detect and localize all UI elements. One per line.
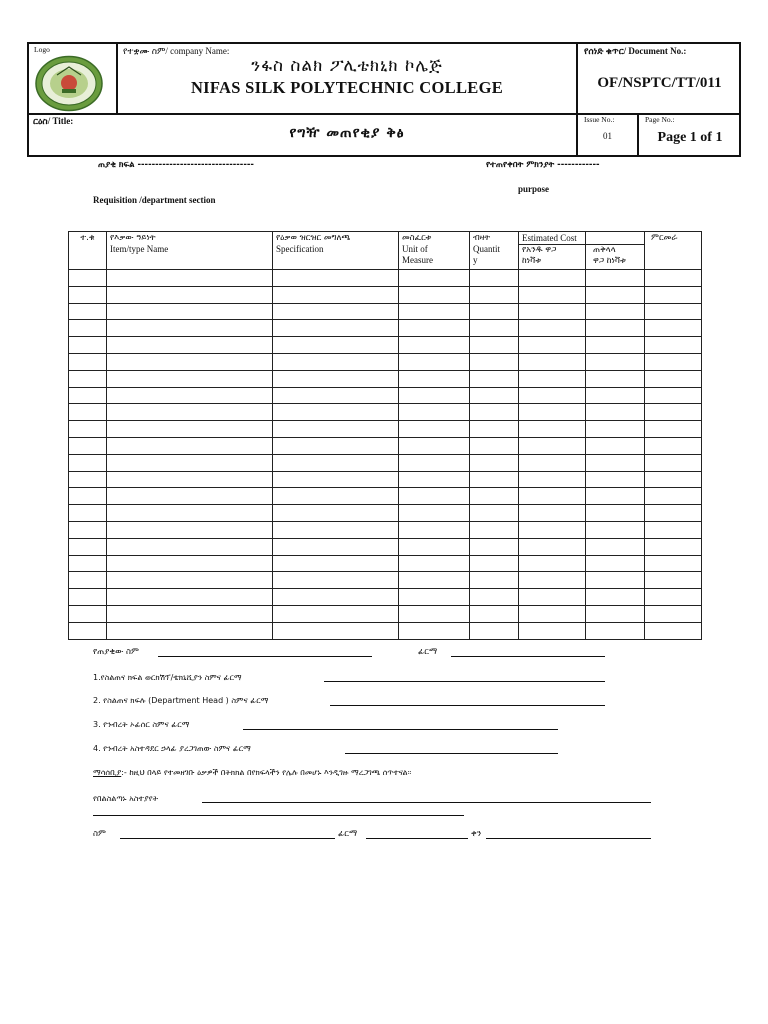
table-row [69, 605, 702, 622]
table-cell[interactable] [519, 454, 586, 471]
table-cell[interactable] [645, 505, 702, 522]
table-cell[interactable] [273, 589, 399, 606]
table-cell[interactable] [645, 421, 702, 438]
table-cell[interactable] [519, 605, 586, 622]
table-cell[interactable] [399, 488, 470, 505]
table-cell[interactable] [273, 303, 399, 320]
table-row [69, 421, 702, 438]
table-cell[interactable] [586, 320, 645, 337]
table-cell[interactable] [470, 521, 519, 538]
final-name-label: ስም [93, 829, 106, 839]
signature-line-4-field[interactable] [345, 753, 558, 754]
table-cell[interactable] [273, 605, 399, 622]
table-cell[interactable] [519, 505, 586, 522]
table-cell[interactable] [586, 404, 645, 421]
table-cell[interactable] [399, 471, 470, 488]
table-cell[interactable] [273, 437, 399, 454]
table-cell[interactable] [470, 605, 519, 622]
table-cell[interactable] [519, 589, 586, 606]
table-cell[interactable] [273, 270, 399, 287]
table-cell[interactable] [107, 437, 273, 454]
table-cell[interactable] [645, 303, 702, 320]
table-cell[interactable] [586, 471, 645, 488]
table-cell[interactable] [519, 555, 586, 572]
table-cell[interactable] [645, 538, 702, 555]
table-cell[interactable] [470, 555, 519, 572]
table-cell[interactable] [519, 353, 586, 370]
table-cell[interactable] [107, 555, 273, 572]
table-cell[interactable] [107, 320, 273, 337]
table-cell[interactable] [470, 337, 519, 354]
table-cell[interactable] [69, 521, 107, 538]
table-cell[interactable] [519, 303, 586, 320]
table-cell[interactable] [519, 270, 586, 287]
table-cell[interactable] [273, 555, 399, 572]
table-cell[interactable] [399, 538, 470, 555]
table-cell[interactable] [519, 370, 586, 387]
table-cell[interactable] [470, 370, 519, 387]
table-cell[interactable] [586, 370, 645, 387]
table-cell[interactable] [470, 387, 519, 404]
table-cell[interactable] [69, 454, 107, 471]
table-cell[interactable] [645, 320, 702, 337]
table-cell[interactable] [586, 572, 645, 589]
final-signature-field[interactable] [366, 838, 468, 839]
requester-signature-label: ፊርማ [418, 647, 438, 657]
table-cell[interactable] [519, 471, 586, 488]
final-date-label: ቀን [471, 829, 482, 839]
table-cell[interactable] [107, 488, 273, 505]
table-cell[interactable] [107, 286, 273, 303]
table-cell[interactable] [586, 589, 645, 606]
table-cell[interactable] [645, 454, 702, 471]
table-cell[interactable] [470, 572, 519, 589]
table-cell[interactable] [645, 387, 702, 404]
company-name-amharic: ንፋስ ስልክ ፖሊቴክኒክ ኮሌጅ [251, 56, 443, 76]
table-cell[interactable] [470, 437, 519, 454]
document-number: OF/NSPTC/TT/011 [597, 75, 722, 91]
table-cell[interactable] [586, 286, 645, 303]
page-number-label: Page No.: [645, 115, 675, 124]
table-cell[interactable] [107, 505, 273, 522]
table-cell[interactable] [470, 421, 519, 438]
table-cell[interactable] [107, 454, 273, 471]
table-cell[interactable] [645, 471, 702, 488]
table-cell[interactable] [69, 622, 107, 639]
requester-signature-field[interactable] [451, 656, 605, 657]
table-cell[interactable] [273, 454, 399, 471]
table-cell[interactable] [69, 505, 107, 522]
table-cell[interactable] [470, 488, 519, 505]
authority-opinion-field-2[interactable] [93, 815, 464, 816]
table-row [69, 488, 702, 505]
table-cell[interactable] [645, 370, 702, 387]
table-cell[interactable] [519, 404, 586, 421]
table-cell[interactable] [645, 353, 702, 370]
table-cell[interactable] [107, 471, 273, 488]
table-cell[interactable] [399, 404, 470, 421]
table-cell[interactable] [273, 421, 399, 438]
note-title: ማሳሰቢያ [93, 768, 122, 777]
table-cell[interactable] [107, 387, 273, 404]
col-total-cost-header: ጠቅላላ ዋጋ ከነቫቱ [586, 232, 645, 270]
table-cell[interactable] [69, 437, 107, 454]
table-cell[interactable] [399, 286, 470, 303]
table-cell[interactable] [107, 521, 273, 538]
col-remark-header: ምርመራ [645, 232, 702, 270]
table-cell[interactable] [470, 589, 519, 606]
final-date-field[interactable] [486, 838, 651, 839]
table-cell[interactable] [107, 404, 273, 421]
table-cell[interactable] [273, 488, 399, 505]
table-row [69, 303, 702, 320]
table-cell[interactable] [519, 572, 586, 589]
table-cell[interactable] [470, 505, 519, 522]
table-cell[interactable] [273, 538, 399, 555]
table-cell[interactable] [69, 555, 107, 572]
table-cell[interactable] [586, 454, 645, 471]
table-cell[interactable] [273, 505, 399, 522]
table-cell[interactable] [586, 353, 645, 370]
authority-opinion-label: የበልስልጣኑ አስተያየት [93, 794, 158, 803]
table-cell[interactable] [69, 286, 107, 303]
table-cell[interactable] [586, 622, 645, 639]
table-cell[interactable] [586, 521, 645, 538]
table-cell[interactable] [470, 270, 519, 287]
table-cell[interactable] [399, 303, 470, 320]
note-text: :- ከዚህ በላይ የተመዘገቡ ዕቃዎች በትክክል በየክፍላችን የሌሉ በመሆኑ እንዲገዙ ማረጋገጫ ሰጥተናል፡፡ [121, 768, 412, 777]
table-cell[interactable] [519, 387, 586, 404]
table-cell[interactable] [645, 555, 702, 572]
table-cell[interactable] [399, 387, 470, 404]
table-cell[interactable] [69, 488, 107, 505]
table-cell[interactable] [107, 353, 273, 370]
issue-number-label: Issue No.: [584, 115, 615, 124]
table-cell[interactable] [519, 286, 586, 303]
table-cell[interactable] [519, 538, 586, 555]
table-row [69, 404, 702, 421]
table-cell[interactable] [470, 303, 519, 320]
table-cell[interactable] [645, 437, 702, 454]
requester-name-field[interactable] [158, 656, 372, 657]
table-cell[interactable] [69, 270, 107, 287]
company-name-english: NIFAS SILK POLYTECHNIC COLLEGE [190, 78, 504, 97]
table-cell[interactable] [470, 320, 519, 337]
table-cell[interactable] [69, 337, 107, 354]
table-cell[interactable] [399, 370, 470, 387]
table-cell[interactable] [107, 538, 273, 555]
table-cell[interactable] [399, 521, 470, 538]
form-title: የግዥ መጠየቂያ ቅፅ [289, 125, 405, 141]
title-label: ርዕስ/ Title: [33, 116, 74, 126]
table-cell[interactable] [273, 337, 399, 354]
final-signature-label: ፊርማ [338, 829, 358, 839]
table-cell[interactable] [645, 270, 702, 287]
table-cell[interactable] [69, 589, 107, 606]
table-cell[interactable] [399, 622, 470, 639]
col-item-header: የእቃው ዓይነት Item/type Name [107, 232, 273, 270]
table-cell[interactable] [399, 437, 470, 454]
table-cell[interactable] [107, 589, 273, 606]
table-cell[interactable] [399, 320, 470, 337]
col-unit-cost-header: Estimated Cost የአንዱ ዋጋ ከነቫቱ [519, 232, 586, 270]
table-cell[interactable] [399, 555, 470, 572]
table-cell[interactable] [519, 421, 586, 438]
table-cell[interactable] [399, 337, 470, 354]
table-cell[interactable] [645, 404, 702, 421]
authority-opinion-field[interactable] [202, 802, 651, 803]
table-row [69, 521, 702, 538]
page-number: Page 1 of 1 [657, 130, 723, 145]
table-cell[interactable] [586, 270, 645, 287]
table-row [69, 471, 702, 488]
table-cell[interactable] [273, 622, 399, 639]
table-row [69, 437, 702, 454]
table-cell[interactable] [645, 605, 702, 622]
table-cell[interactable] [645, 488, 702, 505]
table-cell[interactable] [107, 572, 273, 589]
table-row [69, 320, 702, 337]
table-row [69, 538, 702, 555]
signature-line-2-label: 2. የስልጠና ክፍሉ (Department Head ) ስምና ፊርማ [93, 696, 269, 705]
col-quantity-header: ብዛት Quantit y [470, 232, 519, 270]
table-cell[interactable] [586, 387, 645, 404]
table-row [69, 270, 702, 287]
table-cell[interactable] [470, 286, 519, 303]
table-cell[interactable] [470, 622, 519, 639]
table-cell[interactable] [69, 572, 107, 589]
table-cell[interactable] [645, 521, 702, 538]
company-label: የተቋሙ ስም/ company Name: [123, 46, 230, 56]
table-cell[interactable] [519, 337, 586, 354]
table-cell[interactable] [399, 605, 470, 622]
table-cell[interactable] [69, 538, 107, 555]
department-amharic: ጠያቂ ክፍል --------------------------------- [98, 160, 254, 170]
table-cell[interactable] [107, 303, 273, 320]
table-cell[interactable] [273, 572, 399, 589]
table-cell[interactable] [273, 471, 399, 488]
signature-line-2-field[interactable] [330, 705, 605, 706]
table-row [69, 555, 702, 572]
table-cell[interactable] [399, 270, 470, 287]
table-header-row [69, 232, 702, 270]
table-cell[interactable] [586, 337, 645, 354]
table-cell[interactable] [470, 538, 519, 555]
table-cell[interactable] [69, 370, 107, 387]
table-cell[interactable] [399, 589, 470, 606]
logo-label: Logo [34, 45, 50, 54]
signature-line-1-field[interactable] [324, 681, 605, 682]
table-cell[interactable] [399, 505, 470, 522]
table-cell[interactable] [107, 270, 273, 287]
table-cell[interactable] [107, 370, 273, 387]
table-row [69, 337, 702, 354]
table-cell[interactable] [470, 454, 519, 471]
table-cell[interactable] [69, 605, 107, 622]
table-cell[interactable] [273, 320, 399, 337]
table-cell[interactable] [69, 421, 107, 438]
table-cell[interactable] [470, 404, 519, 421]
table-cell[interactable] [273, 404, 399, 421]
table-cell[interactable] [586, 555, 645, 572]
table-cell[interactable] [273, 353, 399, 370]
table-row [69, 572, 702, 589]
table-cell[interactable] [645, 572, 702, 589]
table-cell[interactable] [519, 622, 586, 639]
table-cell[interactable] [69, 404, 107, 421]
table-cell[interactable] [69, 353, 107, 370]
col-number-header: ተ.ቁ [69, 232, 107, 270]
table-cell[interactable] [586, 538, 645, 555]
table-cell[interactable] [519, 488, 586, 505]
table-cell[interactable] [519, 521, 586, 538]
table-cell[interactable] [107, 622, 273, 639]
table-cell[interactable] [273, 521, 399, 538]
items-table [68, 231, 702, 640]
table-cell[interactable] [645, 337, 702, 354]
table-cell[interactable] [645, 622, 702, 639]
table-cell[interactable] [273, 370, 399, 387]
table-cell[interactable] [399, 572, 470, 589]
table-cell[interactable] [519, 437, 586, 454]
table-cell[interactable] [586, 488, 645, 505]
table-cell[interactable] [107, 337, 273, 354]
col-spec-header: የዕቃወ ዝርዝር መግለጫ Specification [273, 232, 399, 270]
college-logo [35, 55, 103, 112]
signature-line-3-label: 3. የንብረት ኦፊሰር ስምና ፊርማ [93, 720, 190, 729]
table-cell[interactable] [645, 589, 702, 606]
table-cell[interactable] [470, 353, 519, 370]
table-cell[interactable] [645, 286, 702, 303]
table-cell[interactable] [586, 421, 645, 438]
col-unit-header: መስፈርቱ Unit of Measure [399, 232, 470, 270]
table-row [69, 353, 702, 370]
table-row [69, 589, 702, 606]
table-row [69, 387, 702, 404]
final-name-field[interactable] [120, 838, 335, 839]
purpose-amharic: የተጠየቀበት ምክንያት ------------ [486, 160, 600, 170]
table-row [69, 370, 702, 387]
document-number-label: የሰነድ ቁጥር/ Document No.: [584, 46, 687, 56]
table-cell[interactable] [69, 303, 107, 320]
signature-line-3-field[interactable] [243, 729, 558, 730]
table-cell[interactable] [399, 353, 470, 370]
table-row [69, 454, 702, 471]
signature-line-4-label: 4. የንብረት አስተዳደር ኃላፊ ያረጋገጠው ስምና ፊርማ [93, 744, 251, 753]
table-cell[interactable] [69, 471, 107, 488]
department-english: Requisition /department section [93, 195, 216, 205]
requester-name-label: የጠያቂው ስም [93, 647, 139, 657]
table-cell[interactable] [586, 437, 645, 454]
table-cell[interactable] [586, 303, 645, 320]
table-cell[interactable] [399, 421, 470, 438]
table-row [69, 622, 702, 639]
table-cell[interactable] [273, 387, 399, 404]
table-row [69, 505, 702, 522]
table-cell[interactable] [107, 421, 273, 438]
table-cell[interactable] [399, 454, 470, 471]
purpose-english: purpose [518, 184, 550, 194]
issue-number: 01 [603, 131, 612, 141]
signature-line-1-label: 1.የስልጠና ክፍል ወርክሽፕ/ቴክኒሺያን ስምና ፊርማ [93, 673, 242, 682]
note-paragraph [93, 768, 411, 778]
table-cell[interactable] [519, 320, 586, 337]
table-cell[interactable] [69, 387, 107, 404]
table-cell[interactable] [470, 471, 519, 488]
table-cell[interactable] [586, 505, 645, 522]
table-cell[interactable] [107, 605, 273, 622]
table-row [69, 286, 702, 303]
table-cell[interactable] [586, 605, 645, 622]
table-cell[interactable] [273, 286, 399, 303]
table-cell[interactable] [69, 320, 107, 337]
